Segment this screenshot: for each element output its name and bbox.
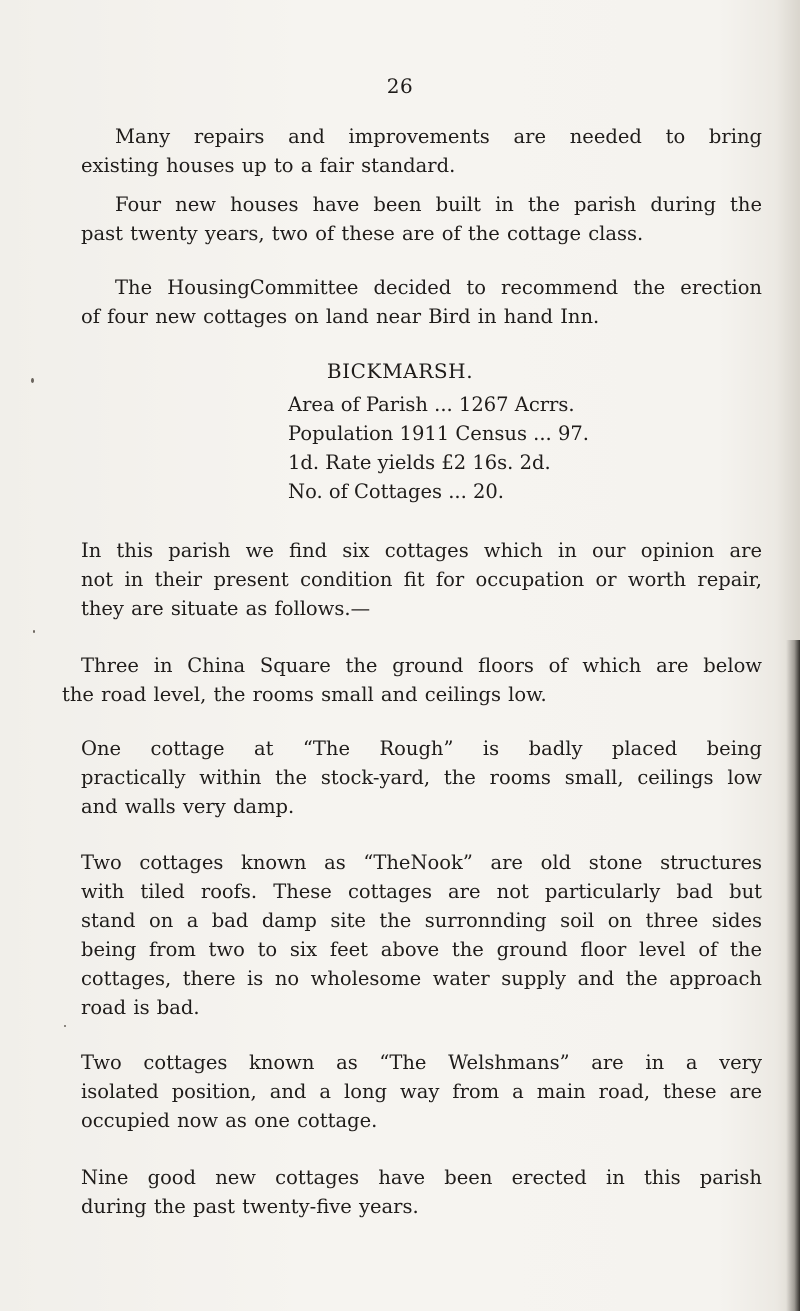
text-line: of four new cottages on land near Bird in hand Inn. [81, 305, 600, 328]
paragraph-welshmans [81, 1048, 762, 1135]
text-line: Two cottages known as “The Welshmans” are in a very [81, 1051, 762, 1074]
stat-cottages: No. of Cottages ... 20. [288, 480, 505, 503]
text-line: not in their present condition fit for occupation or worth repair, [81, 568, 762, 591]
text-line: and walls very damp. [81, 795, 295, 818]
text-line: practically within the stock-yard, the rooms small, ceilings low [81, 766, 762, 789]
paragraph-six-cottages [81, 536, 762, 623]
text-line: Three in China Square the ground floors of which are below [81, 654, 762, 677]
paragraph-housing-committee [81, 273, 762, 331]
scan-speck [31, 378, 34, 383]
text-line: past twenty years, two of these are of the cottage class. [81, 222, 644, 245]
scan-speck [64, 1025, 66, 1027]
paragraph-the-nook [81, 848, 762, 1022]
text-line: cottages, there is no wholesome water supply and the approach [81, 967, 762, 990]
text-line: being from two to six feet above the ground floor level of the [81, 938, 762, 961]
paragraph-repairs [81, 122, 762, 180]
text-line: One cottage at “The Rough” is badly placed being [81, 737, 762, 760]
stat-rate: 1d. Rate yields £2 16s. 2d. [288, 451, 551, 474]
text-line: occupied now as one cottage. [81, 1109, 378, 1132]
text-line: existing houses up to a fair standard. [81, 154, 456, 177]
page-number: 26 [386, 74, 414, 98]
text-line: with tiled roofs. These cottages are not particularly bad but [81, 880, 762, 903]
page-edge-shadow [786, 640, 800, 1311]
text-line: The HousingCommittee decided to recommend the erection [115, 276, 762, 299]
paragraph-new-houses [81, 190, 762, 248]
paragraph-nine-cottages [81, 1163, 762, 1221]
text-line: the road level, the rooms small and ceilings low. [62, 683, 547, 706]
text-line: during the past twenty-five years. [81, 1195, 419, 1218]
text-line: road is bad. [81, 996, 200, 1019]
text-line: isolated position, and a long way from a main road, these are [81, 1080, 762, 1103]
text-line: they are situate as follows.— [81, 597, 371, 620]
paragraph-china-square [62, 651, 762, 709]
text-line: Many repairs and improvements are needed to bring [115, 125, 762, 148]
parish-stats [288, 390, 589, 506]
text-line: In this parish we find six cottages which in our opinion are [81, 539, 762, 562]
text-line: Four new houses have been built in the parish during the [115, 193, 762, 216]
stat-area: Area of Parish ... 1267 Acrrs. [288, 393, 575, 416]
text-line: stand on a bad damp site the surronnding soil on three sides [81, 909, 762, 932]
stat-population: Population 1911 Census ... 97. [288, 422, 589, 445]
scan-speck [33, 630, 35, 633]
text-line: Nine good new cottages have been erected in this parish [81, 1166, 762, 1189]
paragraph-the-rough [81, 734, 762, 821]
text-line: Two cottages known as “TheNook” are old stone structures [81, 851, 762, 874]
section-heading: BICKMARSH. [326, 359, 474, 383]
